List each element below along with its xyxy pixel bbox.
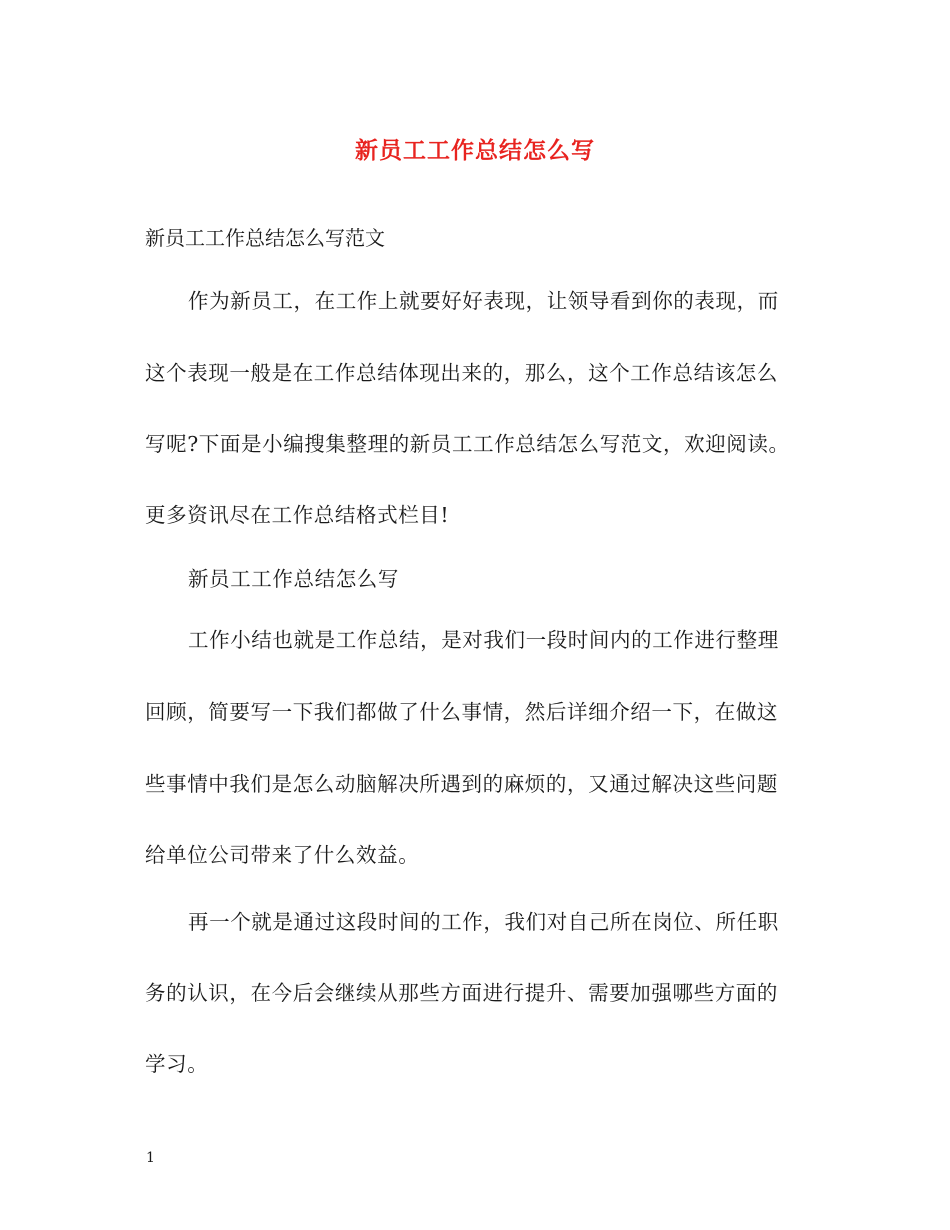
section-heading: 新员工工作总结怎么写 [188, 567, 399, 591]
page-number: 1 [146, 1150, 155, 1166]
paragraph-line: 写呢?下面是小编搜集整理的新员工工作总结怎么写范文，欢迎阅读。 [145, 432, 790, 456]
paragraph-line: 学习。 [145, 1052, 209, 1076]
paragraph-line: 给单位公司带来了什么效益。 [145, 843, 420, 867]
paragraph-line: 务的认识，在今后会继续从那些方面进行提升、需要加强哪些方面的 [145, 981, 778, 1005]
paragraph-line: 些事情中我们是怎么动脑解决所遇到的麻烦的，又通过解决这些问题 [145, 772, 778, 796]
paragraph-line: 回顾，简要写一下我们都做了什么事情，然后详细介绍一下，在做这 [145, 700, 778, 724]
paragraph-line: 这个表现一般是在工作总结体现出来的，那么，这个工作总结该怎么 [145, 361, 778, 385]
document-title: 新员工工作总结怎么写 [355, 137, 595, 164]
paragraph-line: 作为新员工，在工作上就要好好表现，让领导看到你的表现，而 [188, 289, 779, 313]
paragraph-line: 更多资讯尽在工作总结格式栏目! [145, 503, 450, 527]
paragraph-line: 工作小结也就是工作总结，是对我们一段时间内的工作进行整理 [188, 628, 779, 652]
document-subtitle: 新员工工作总结怎么写范文 [145, 226, 385, 250]
paragraph-line: 再一个就是通过这段时间的工作，我们对自己所在岗位、所任职 [188, 910, 779, 934]
